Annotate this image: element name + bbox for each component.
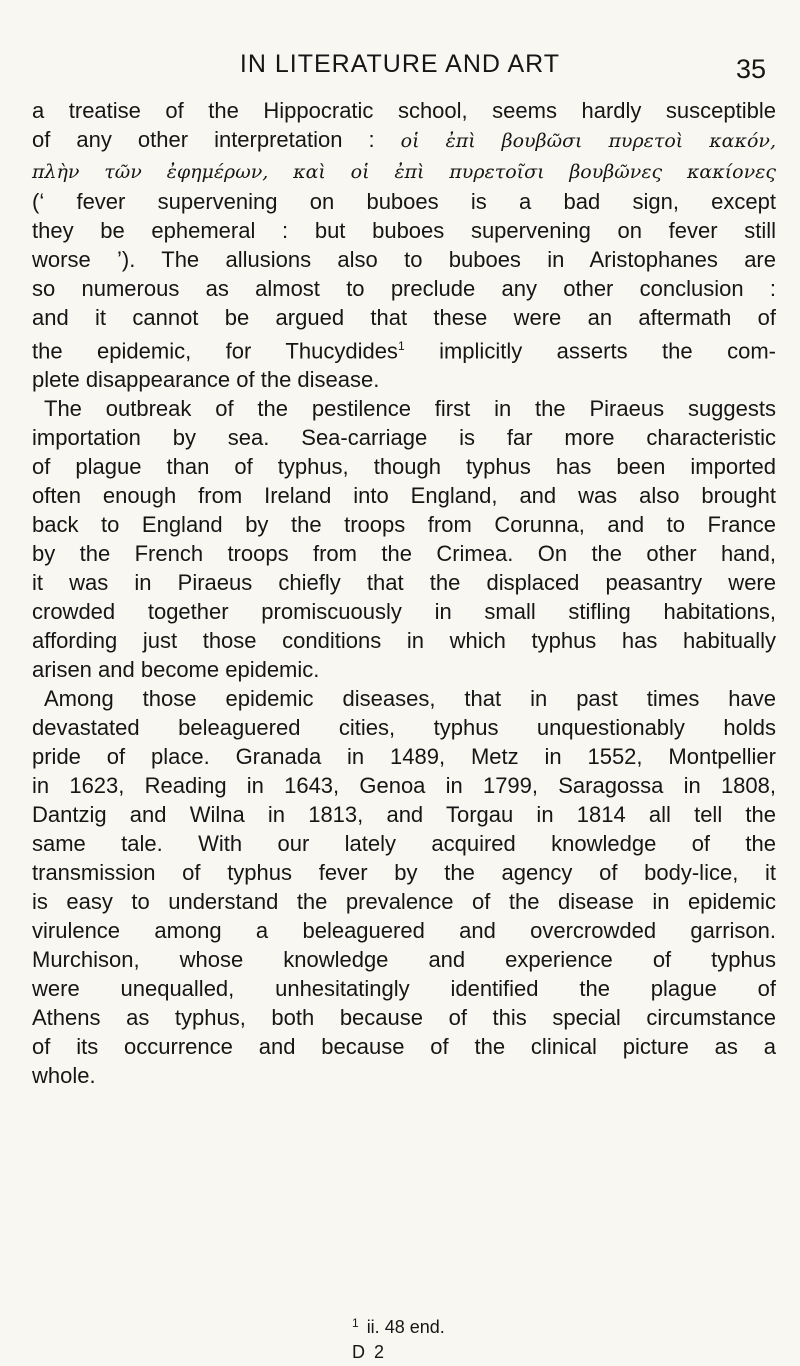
text-line <box>32 1032 776 1061</box>
text-line <box>32 684 776 713</box>
line-text: of any other interpretation : <box>32 127 375 152</box>
line-text: by the French troops from the Crimea. On the other hand, <box>32 541 776 567</box>
line-text: a treatise of the Hippocratic school, seems hardly susceptible <box>32 98 776 123</box>
text-line <box>32 713 776 742</box>
text-line <box>32 1061 776 1090</box>
line-text: (‘ fever supervening on buboes is a bad sign, except <box>32 189 776 214</box>
line-text: The outbreak of the pestilence first in the Piraeus suggests <box>44 396 776 422</box>
line-text: affording just those conditions in which typhus has habitually <box>32 628 776 654</box>
text-line <box>32 365 776 394</box>
line-text: pride of place. Granada in 1489, Metz in 1552, Montpellier <box>32 744 776 770</box>
text-line <box>32 829 776 858</box>
line-text: so numerous as almost to preclude any other conclusion : <box>32 276 776 301</box>
line-text: in 1623, Reading in 1643, Genoa in 1799, Saragossa in 1808, <box>32 773 776 799</box>
text-line <box>32 887 776 916</box>
line-text: whole. <box>32 1063 96 1089</box>
text-line <box>32 539 776 568</box>
text-line <box>32 245 776 274</box>
text-line <box>32 303 776 332</box>
text-line <box>32 274 776 303</box>
line-text: arisen and become epidemic. <box>32 657 320 683</box>
line-text: and it cannot be argued that these were an aftermath of <box>32 305 776 330</box>
line-text: worse ’). The allusions also to buboes in Aristophanes are <box>32 247 776 272</box>
line-text: transmission of typhus fever by the agency of body-lice, it <box>32 860 776 886</box>
line-text: they be ephemeral : but buboes supervening on fever still <box>32 218 776 243</box>
text-line <box>32 481 776 510</box>
text-line <box>32 452 776 481</box>
line-text: implicitly asserts the com- <box>404 338 776 364</box>
line-text: plete disappearance of the disease. <box>32 367 380 393</box>
line-text: often enough from Ireland into England, and was also brought <box>32 483 776 509</box>
line-text: virulence among a beleaguered and overcrowded garrison. <box>32 918 776 944</box>
line-text: of its occurrence and because of the clinical picture as a <box>32 1034 776 1060</box>
text-line <box>32 568 776 597</box>
line-text: same tale. With our lately acquired knowledge of the <box>32 831 776 857</box>
line-text: importation by sea. Sea-carriage is far more characteristic <box>32 425 776 451</box>
line-text: Athens as typhus, both because of this special circumstance <box>32 1005 776 1031</box>
footnote-reference: 1 <box>397 339 405 353</box>
running-head: IN LITERATURE AND ART <box>239 50 561 78</box>
line-text: is easy to understand the prevalence of the disease in epidemic <box>32 889 776 915</box>
signature-mark: D 2 <box>352 1342 387 1362</box>
line-text: back to England by the troops from Corunna, and to France <box>32 512 776 538</box>
text-line <box>32 125 776 156</box>
line-text: the epidemic, for Thucydides <box>32 338 398 364</box>
text-line <box>32 626 776 655</box>
text-line <box>32 187 776 216</box>
line-text: it was in Piraeus chiefly that the displaced peasantry were <box>32 570 776 596</box>
line-text: Dantzig and Wilna in 1813, and Torgau in 1814 all tell the <box>32 802 776 828</box>
greek-quotation: πλὴν τῶν ἐφημέρων, καὶ οἱ ἐπὶ πυρετοῖσι βουβῶνες κακίονες <box>32 161 776 183</box>
body-text <box>32 96 776 1090</box>
text-line <box>32 916 776 945</box>
text-line <box>32 394 776 423</box>
text-line <box>32 332 776 365</box>
greek-quotation: οἱ ἐπὶ βουβῶσι πυρετοὶ κακόν, <box>400 130 776 152</box>
text-line <box>32 510 776 539</box>
text-line <box>32 858 776 887</box>
text-line <box>32 1003 776 1032</box>
text-line <box>32 597 776 626</box>
line-text: devastated beleaguered cities, typhus unquestionably holds <box>32 715 776 741</box>
text-line <box>32 974 776 1003</box>
line-text: were unequalled, unhesitatingly identified the plague of <box>32 976 776 1002</box>
text-line <box>32 945 776 974</box>
text-line <box>32 96 776 125</box>
page-number: 35 <box>735 54 766 84</box>
text-line <box>32 800 776 829</box>
text-line <box>32 156 776 187</box>
footnote-text: ii. 48 end. <box>366 1317 445 1337</box>
footnote <box>352 1316 445 1338</box>
line-text: crowded together promiscuously in small stifling habitations, <box>32 599 776 625</box>
line-text: Murchison, whose knowledge and experience of typhus <box>32 947 776 973</box>
line-text: Among those epidemic diseases, that in past times have <box>44 686 776 712</box>
text-line <box>32 742 776 771</box>
footnote-marker: 1 <box>352 1316 359 1330</box>
text-line <box>32 771 776 800</box>
text-line <box>32 655 776 684</box>
text-line <box>32 423 776 452</box>
text-line <box>32 216 776 245</box>
line-text: of plague than of typhus, though typhus has been imported <box>32 454 776 480</box>
page-header <box>0 50 800 90</box>
